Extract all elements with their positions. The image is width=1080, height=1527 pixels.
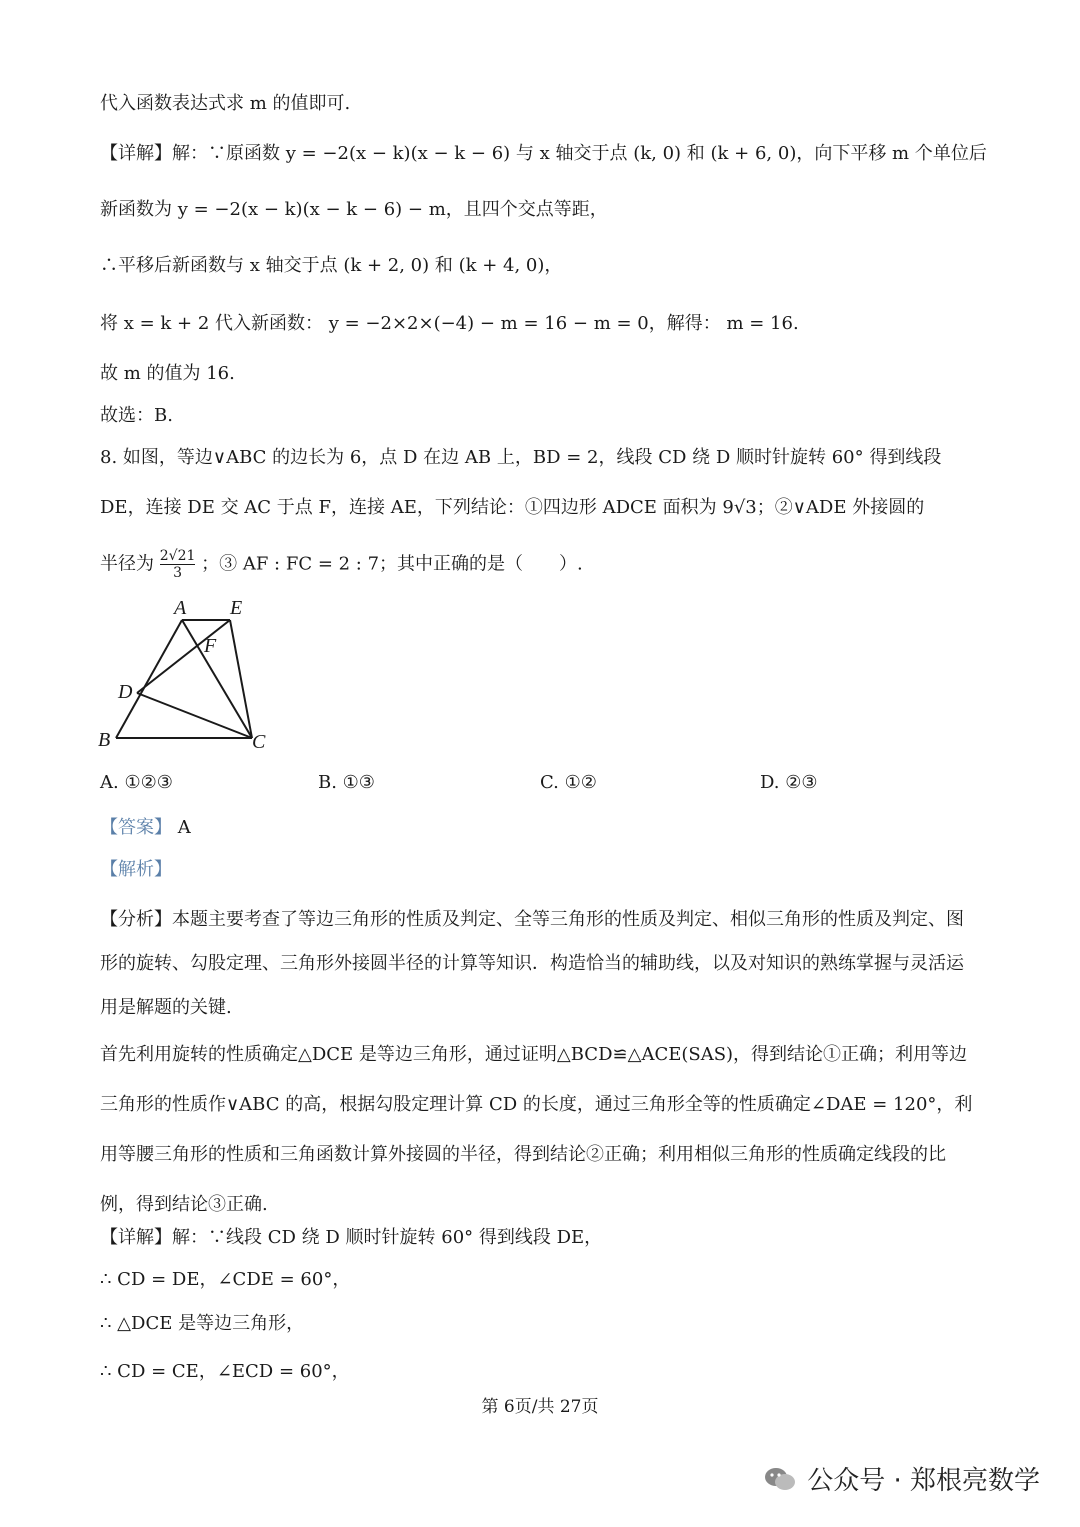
detail-line: ∴ CD = DE，∠CDE = 60°，: [100, 1269, 351, 1290]
fraction-denominator: 3: [173, 565, 183, 581]
label-F: F: [204, 635, 217, 657]
option-b: B. ①③: [318, 772, 375, 793]
answer-tag: 【答案】: [100, 817, 172, 838]
question-8-line2: DE，连接 DE 交 AC 于点 F，连接 AE，下列结论：①四边形 ADCE 面积为 9√3；②∨ADE 外接圆的: [100, 497, 925, 518]
text-line: 新函数为 y = −2(x − k)(x − k − 6) − m，且四个交点等距，: [100, 199, 608, 220]
text-line: 将 x = k + 2 代入新函数： y = −2×2×(−4) − m = 16 − m = 0，解得： m = 16.: [100, 313, 799, 334]
analysis-summary: 【分析】本题主要考查了等边三角形的性质及判定、全等三角形的性质及判定、相似三角形的性质及判定、图形的旋转、勾股定理、三角形外接圆半径的计算等知识．构造恰当的辅助线，以及对知识的熟练掌握与灵活运用是解题的关键.: [100, 909, 964, 1018]
question-8-tail: ；③ AF : FC = 2 : 7；其中正确的是（ ）.: [201, 553, 583, 575]
question-8-line3: [100, 548, 583, 581]
detail-line: ∴ △DCE 是等边三角形，: [100, 1313, 305, 1334]
label-D: D: [118, 681, 133, 703]
option-c: C. ①②: [540, 772, 597, 793]
fraction-numerator: 2√21: [159, 548, 196, 564]
triangle-figure: [90, 598, 290, 758]
page-footer: 第 6页/共 27页: [481, 1397, 599, 1417]
label-E: E: [230, 598, 243, 619]
segment-AB: [116, 620, 182, 738]
label-C: C: [252, 731, 266, 753]
option-d: D. ②③: [760, 772, 818, 793]
question-8-line1: 8. 如图，等边∨ABC 的边长为 6，点 D 在边 AB 上，BD = 2，线段 CD 绕 D 顺时针旋转 60° 得到线段: [100, 447, 942, 468]
text-line: 【详解】解：∵原函数 y = −2(x − k)(x − k − 6) 与 x 轴交于点 (k, 0) 和 (k + 6, 0)，向下平移 m 个单位后: [100, 143, 987, 164]
answer-line: [100, 814, 191, 842]
analysis-tag: 【解析】: [100, 859, 172, 880]
analysis-approach: 首先利用旋转的性质确定△DCE 是等边三角形，通过证明△BCD≌△ACE(SAS)，得到结论①正确；利用等边三角形的性质作∨ABC 的高，根据勾股定理计算 CD 的长度，通过三角形全等的性质确定∠DAE = 120°，利用等腰三角形的性质和三角函数计算外接圆的半径，得到结论②正确；利用相似三角形的性质确定线段的比例，得到结论③正确.: [100, 1044, 973, 1215]
text-line: ∴平移后新函数与 x 轴交于点 (k + 2, 0) 和 (k + 4, 0)，: [100, 255, 563, 276]
label-A: A: [174, 598, 187, 619]
radius-fraction: [160, 548, 196, 581]
watermark-text: 公众号 · 郑根亮数学: [807, 1466, 1040, 1496]
radius-prefix: 半径为: [100, 553, 154, 575]
answer-value: A: [177, 817, 191, 838]
option-a: A. ①②③: [100, 772, 173, 793]
detail-line: ∴ CD = CE，∠ECD = 60°，: [100, 1361, 350, 1382]
text-line: 故选：B.: [100, 405, 173, 426]
detail-line: 【详解】解：∵线段 CD 绕 D 顺时针旋转 60° 得到线段 DE，: [100, 1227, 603, 1248]
segment-DC: [137, 693, 252, 738]
watermark: [763, 1460, 1040, 1497]
text-line: 故 m 的值为 16.: [100, 363, 235, 384]
wechat-icon: [763, 1465, 797, 1493]
text-line: 代入函数表达式求 m 的值即可.: [100, 93, 351, 114]
label-B: B: [98, 729, 111, 751]
